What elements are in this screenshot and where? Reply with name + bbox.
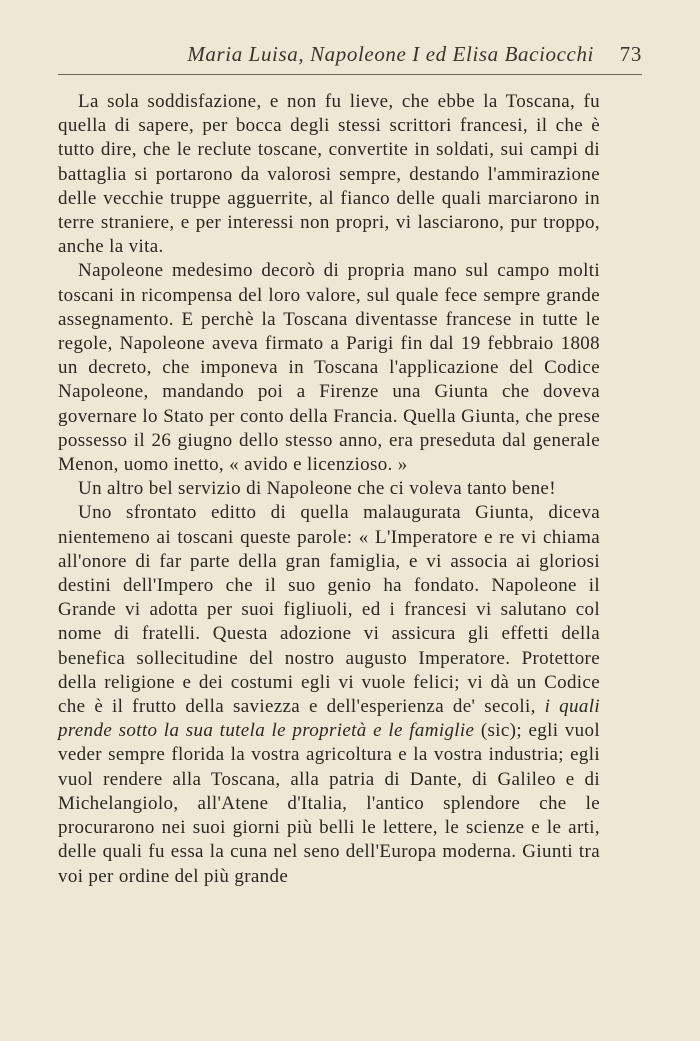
italic-quote: i quali prende sotto la sua tutela le proprietà e le famiglie <box>58 696 600 742</box>
paragraph-1: La sola soddisfazione, e non fu lieve, che ebbe la Toscana, fu quella di sapere, per bocca degli stessi scrittori francesi, il che è tutto dire, che le reclute toscane, convertite in soldati, sui campi di battaglia si portarono da valorosi sempre, destando l'ammirazione delle vecchie truppe agguerrite, al fianco delle quali marciarono in terre straniere, e per interessi non propri, vi lasciarono, pur troppo, anche la vita. <box>58 91 600 258</box>
paragraph-2: Napoleone medesimo decorò di propria mano sul campo molti toscani in ricompensa del loro valore, sul quale fece sempre grande assegnamento. E perchè la Toscana diventasse francese in tutte le regole, Napoleone aveva firmato a Parigi fin dal 19 febbraio 1808 un decreto, che imponeva in Toscana l'applicazione del Codice Napoleone, mandando poi a Firenze una Giunta che doveva governare lo Stato per conto della Francia. Quella Giunta, che prese possesso il 26 giugno dello stesso anno, era preseduta dal generale Menon, uomo inetto, « avido e licenzioso. » <box>58 260 600 476</box>
running-title: Maria Luisa, Napoleone I ed Elisa Baciocchi <box>187 42 594 66</box>
page-number: 73 <box>619 42 642 66</box>
paragraph-4 <box>58 501 600 888</box>
paragraph-4-part-2: (sic); egli vuol veder sempre florida la vostra agricoltura e la vostra industria; egli vuol rendere alla Toscana, alla patria di Dante, di Galileo e di Michelangiolo, all'Atene d'Italia, l'antico splendore che le procurarono nei suoi giorni più belli le lettere, le scienze e le arti, delle quali fu essa la cuna nel seno dell'Europa moderna. Giunti tra voi per ordine del più grande <box>58 720 600 887</box>
paragraph-4-part-1: Uno sfrontato editto di quella malaugurata Giunta, diceva nientemeno ai toscani queste parole: « L'Imperatore e re vi chiama all'onore di far parte della gran famiglia, e vi associa ai gloriosi destini dell'Impero che il suo genio ha fondato. Napoleone il Grande vi adotta per suoi figliuoli, ed i francesi vi salutano col nome di fratelli. Questa adozione vi assicura gli effetti della benefica sollecitudine del nostro augusto Imperatore. Protettore della religione e dei costumi egli vi vuole felici; vi dà un Codice che è il frutto della saviezza e dell'esperienza de' secoli, <box>58 502 600 718</box>
paragraph-3: Un altro bel servizio di Napoleone che ci voleva tanto bene! <box>78 478 556 500</box>
body-text <box>58 90 600 889</box>
page-header <box>58 40 642 75</box>
